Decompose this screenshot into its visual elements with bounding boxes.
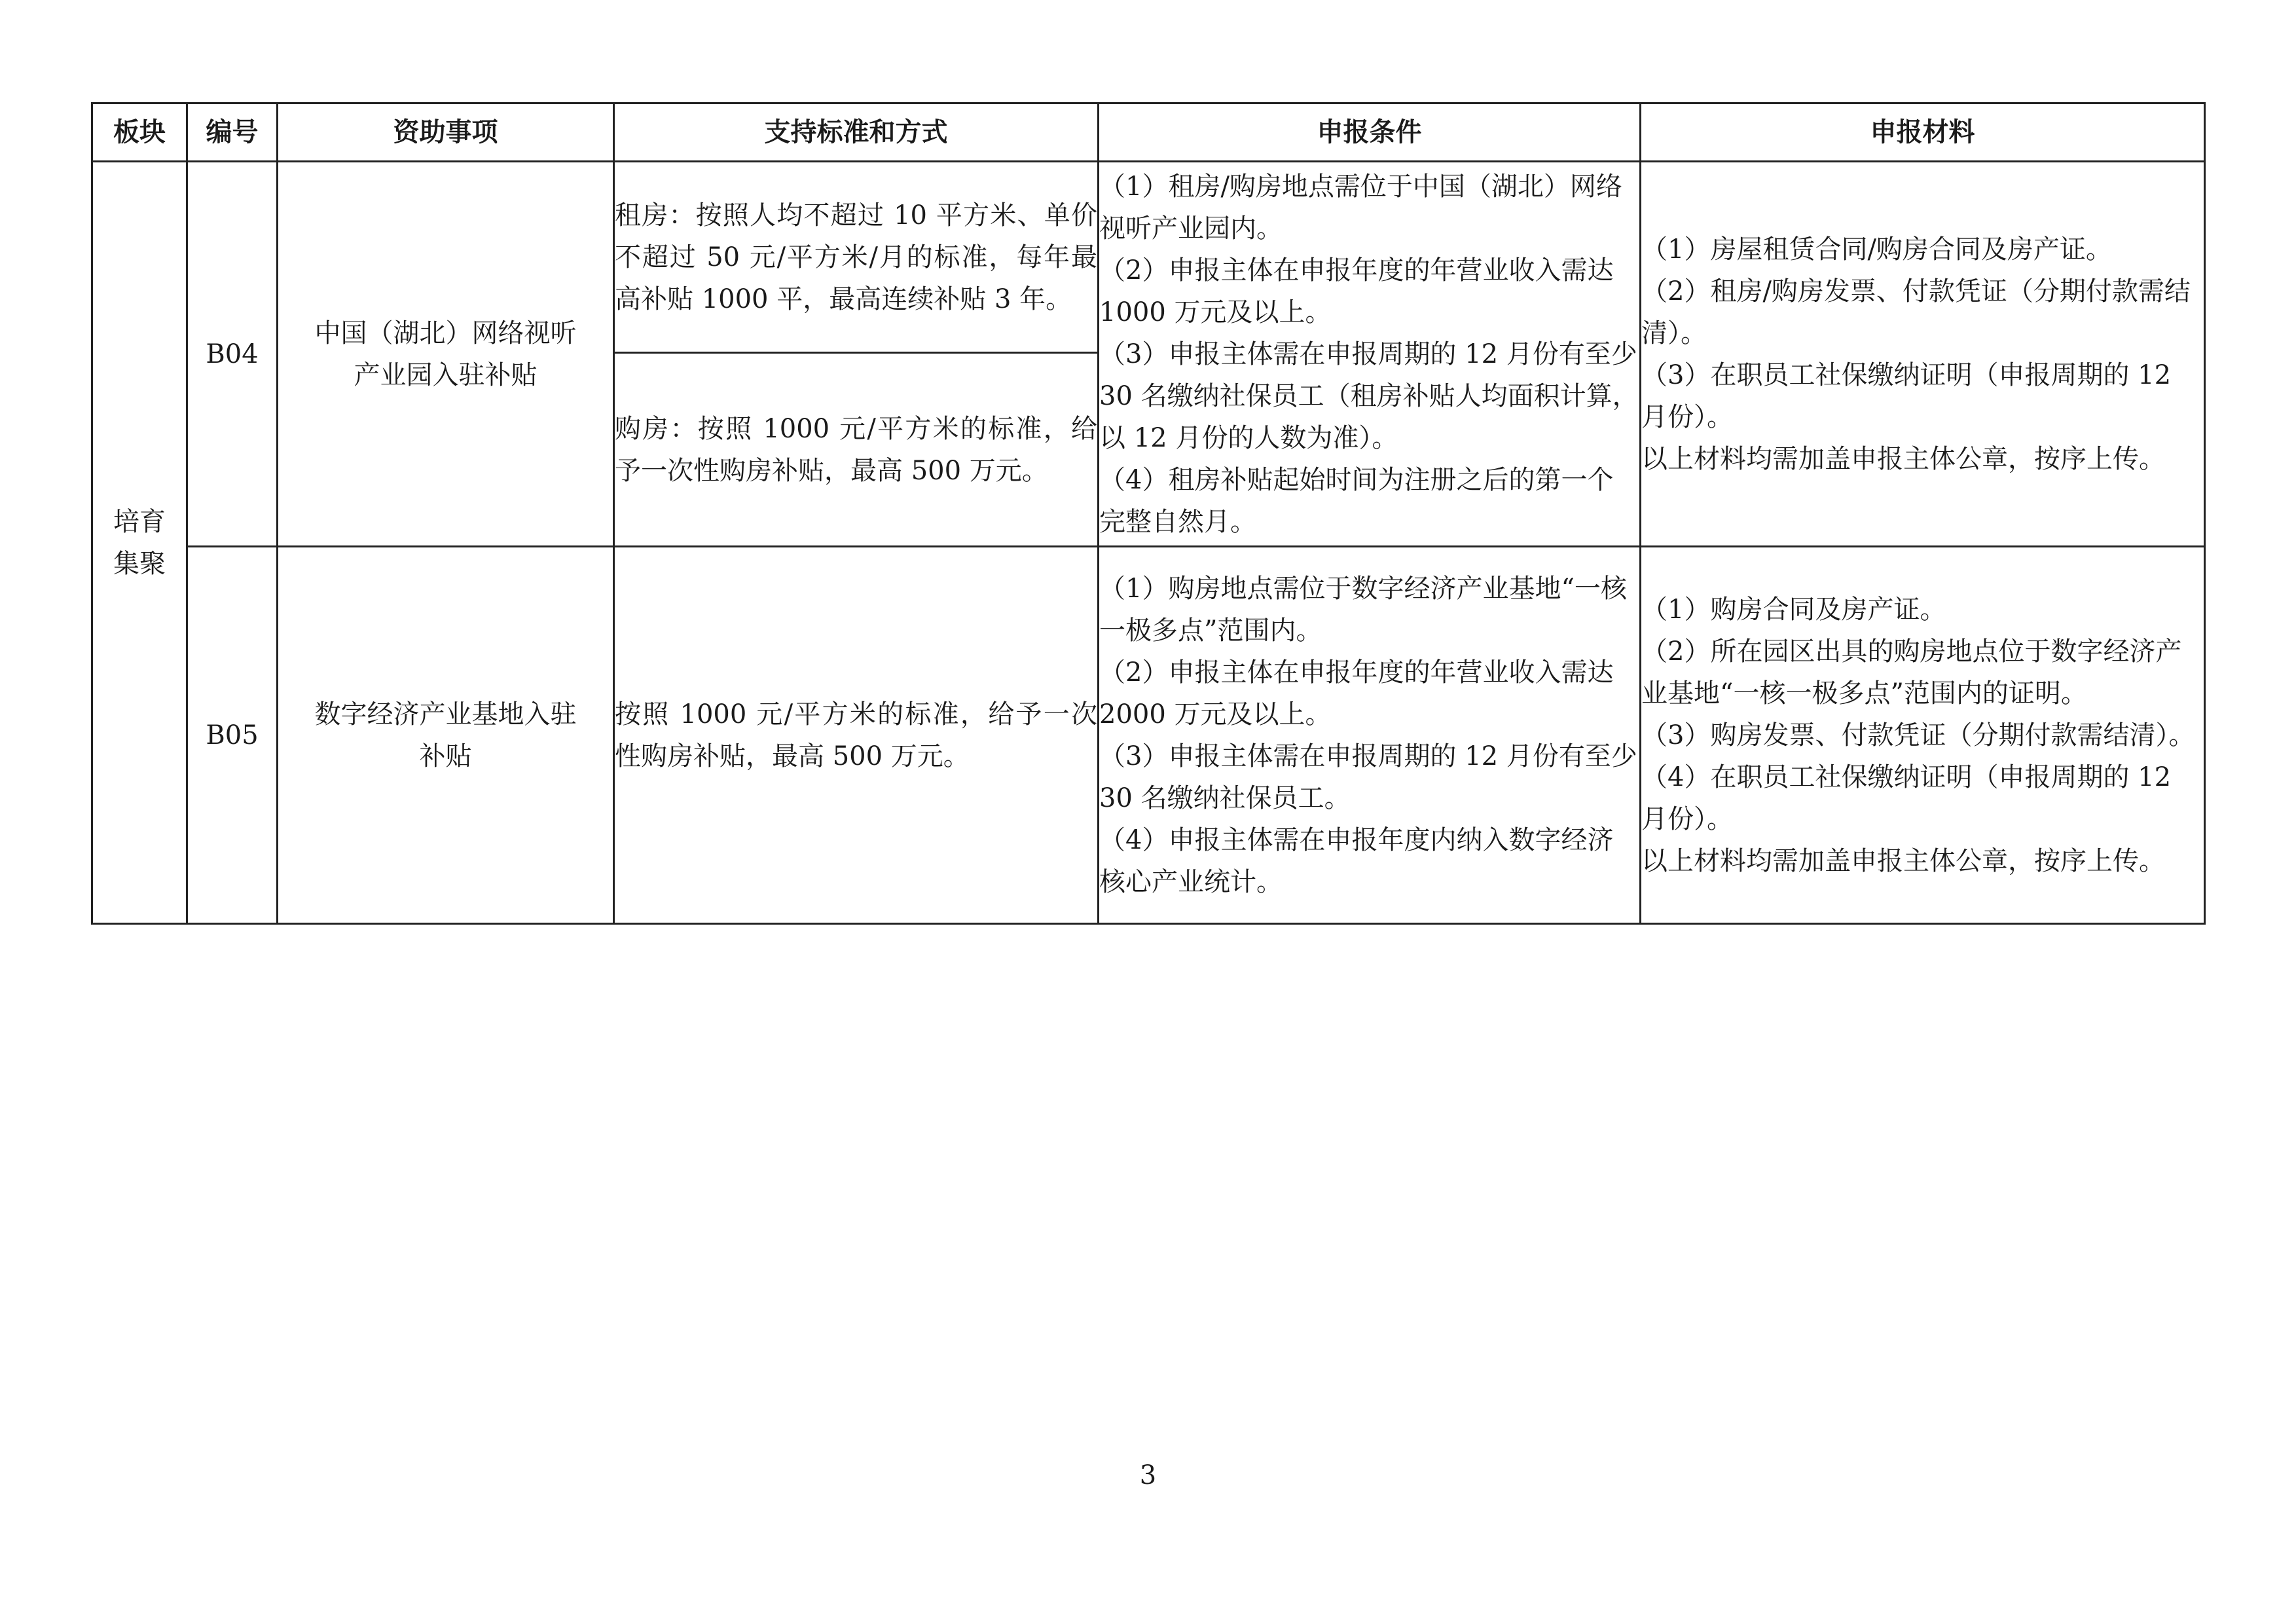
standard-b05-text: 按照 1000 元/平方米的标准，给予一次性购房补贴，最高 500 万元。 <box>615 699 1097 771</box>
page-number: 3 <box>1139 1460 1157 1490</box>
table-row <box>92 547 2205 924</box>
conditions-cell-b04 <box>1099 162 1646 547</box>
condition-item: （3）申报主体需在申报周期的 12 月份有至少 30 名缴纳社保员工。 <box>1099 741 1646 813</box>
condition-item: （2）申报主体在申报年度的年营业收入需达 1000 万元及以上。 <box>1099 255 1622 327</box>
material-item: （3）购房发票、付款凭证（分期付款需结清）。 <box>1641 720 2195 750</box>
code-cell-b05 <box>187 547 278 924</box>
material-item: （4）在职员工社保缴纳证明（申报周期的 12 月份）。 <box>1641 762 2179 834</box>
table-header-row <box>92 103 2205 162</box>
code-b05: B05 <box>206 720 259 750</box>
material-item: 以上材料均需加盖申报主体公章，按序上传。 <box>1641 443 2165 474</box>
standard-rent-cell <box>614 162 1099 353</box>
header-standard: 支持标准和方式 <box>614 103 1099 162</box>
sector-cell <box>92 162 187 924</box>
condition-item: （4）租房补贴起始时间为注册之后的第一个完整自然月。 <box>1099 464 1614 537</box>
condition-item: （1）购房地点需位于数字经济产业基地“一核一极多点”范围内。 <box>1099 573 1627 646</box>
materials-cell-b05 <box>1641 547 2205 924</box>
code-b04: B04 <box>206 339 259 369</box>
header-conditions: 申报条件 <box>1099 103 1641 162</box>
header-sector: 板块 <box>92 103 187 162</box>
material-item: （1）购房合同及房产证。 <box>1641 594 1946 625</box>
conditions-cell-b05 <box>1099 547 1646 924</box>
subsidy-table <box>91 102 2206 925</box>
condition-item: （4）申报主体需在申报年度内纳入数字经济核心产业统计。 <box>1099 824 1614 897</box>
table-row <box>92 162 2205 353</box>
item-b04: 中国（湖北）网络视听产业园入驻补贴 <box>314 318 577 390</box>
header-code: 编号 <box>187 103 278 162</box>
standard-rent-text: 租房：按照人均不超过 10 平方米、单价不超过 50 元/平方米/月的标准，每年最高补贴 1000 平，最高连续补贴 3 年。 <box>615 200 1097 314</box>
materials-cell-b04 <box>1641 162 2205 547</box>
standard-buy-cell <box>614 353 1099 547</box>
material-item: 以上材料均需加盖申报主体公章，按序上传。 <box>1641 845 2165 876</box>
material-item: （2）租房/购房发票、付款凭证（分期付款需结清）。 <box>1641 276 2191 348</box>
material-item: （1）房屋租赁合同/购房合同及房产证。 <box>1641 234 2112 265</box>
header-materials: 申报材料 <box>1641 103 2205 162</box>
material-item: （2）所在园区出具的购房地点位于数字经济产业基地“一核一极多点”范围内的证明。 <box>1641 636 2182 709</box>
item-cell-b04 <box>278 162 614 547</box>
header-item: 资助事项 <box>278 103 614 162</box>
material-item: （3）在职员工社保缴纳证明（申报周期的 12 月份）。 <box>1641 360 2179 432</box>
item-b05: 数字经济产业基地入驻补贴 <box>314 699 577 771</box>
condition-item: （2）申报主体在申报年度的年营业收入需达 2000 万元及以上。 <box>1099 657 1622 729</box>
sector-name: 培育集聚 <box>113 506 166 579</box>
code-cell-b04 <box>187 162 278 547</box>
standard-cell-b05 <box>614 547 1099 924</box>
condition-item: （1）租房/购房地点需位于中国（湖北）网络视听产业园内。 <box>1099 171 1622 244</box>
standard-buy-text: 购房：按照 1000 元/平方米的标准，给予一次性购房补贴，最高 500 万元。 <box>615 413 1097 486</box>
item-cell-b05 <box>278 547 614 924</box>
condition-item: （3）申报主体需在申报周期的 12 月份有至少 30 名缴纳社保员工（租房补贴人均面积计算，以 12 月份的人数为准）。 <box>1099 339 1646 453</box>
